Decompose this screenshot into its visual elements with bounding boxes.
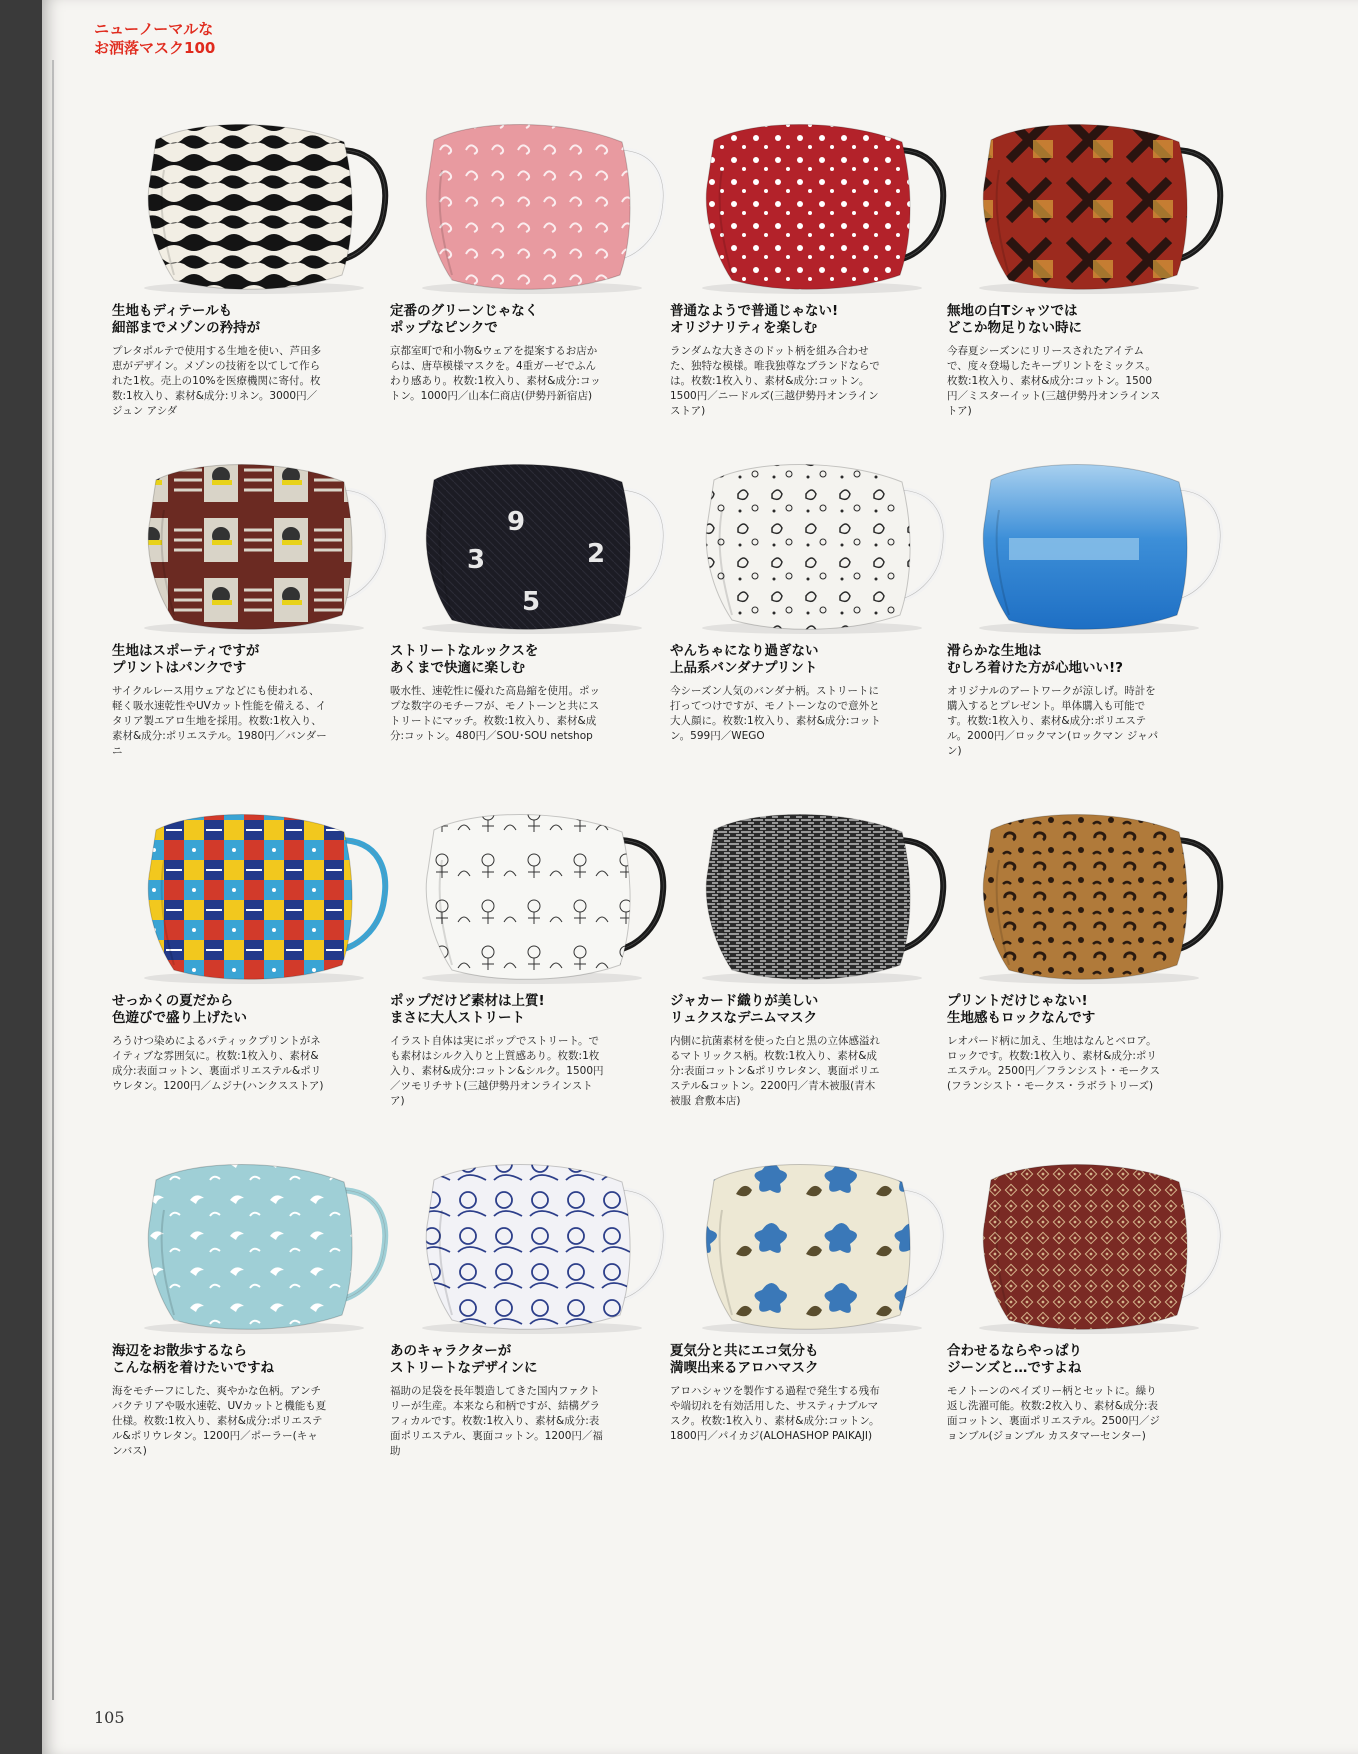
mask-title-line-2: ジーンズと…ですよね [947, 1360, 1082, 1376]
svg-text:9: 9 [507, 507, 526, 537]
mask-photo [662, 450, 962, 635]
mask-item [104, 1150, 404, 1459]
mask-title [112, 993, 404, 1027]
mask-item [382, 450, 682, 744]
mask-title [947, 993, 1239, 1027]
mask-description: 今シーズン人気のバンダナ柄。ストリートに打ってつけですが、モノトーンなので意外と大人顔に。枚数:1枚入り、素材&成分:コットン。599円／WEGO [670, 685, 881, 742]
section-header [94, 20, 215, 58]
mask-photo [939, 110, 1239, 295]
mask-title-line-2: ポップなピンクで [390, 320, 498, 336]
svg-text:5: 5 [522, 587, 541, 617]
mask-item [939, 110, 1239, 419]
mask-item [662, 110, 962, 419]
mask-description: ランダムな大きさのドット柄を組み合わせた、独特な模様。唯我独尊なブランドならでは。枚数:1枚入り、素材&成分:コットン。1500円／ニードルズ(三越伊勢丹オンラインストア) [670, 345, 880, 417]
mask-title-line-2: プリントはパンクです [112, 660, 247, 676]
mask-title-line-2: こんな柄を着けたいですね [112, 1360, 274, 1376]
mask-title-line-2: 色遊びで盛り上げたい [112, 1010, 247, 1026]
mask-title-line-2: 満喫出来るアロハマスク [670, 1360, 819, 1376]
mask-photo [382, 450, 682, 635]
mask-photo [104, 800, 404, 985]
mask-description: プレタポルテで使用する生地を使い、芦田多恵がデザイン。メゾンの技術を以てして作られた1枚。売上の10%を医療機関に寄付。枚数:1枚入り、素材&成分:リネン。3000円／ジュン アシダ [112, 345, 322, 417]
mask-photo [939, 450, 1239, 635]
mask-description: イラスト自体は実にポップでストリート。でも素材はシルク入りと上質感あり。枚数:1枚入り、素材&成分:コットン&シルク。1500円／ツモリチサト(三越伊勢丹オンラインストア) [390, 1035, 604, 1107]
mask-description: オリジナルのアートワークが涼しげ。時計を購入するとプレゼント。単体購入も可能です。枚数:1枚入り、素材&成分:ポリエステル。2000円／ロックマン(ロックマン ジャパン) [947, 685, 1159, 757]
mask-item [104, 450, 404, 759]
mask-title-line-2: まさに大人ストリート [390, 1010, 525, 1026]
mask-title [670, 993, 962, 1027]
mask-photo [939, 1150, 1239, 1335]
mask-item [662, 800, 962, 1109]
mask-title [947, 643, 1239, 677]
mask-title [390, 303, 682, 337]
page-number: 105 [94, 1708, 125, 1727]
mask-title-line-1: 無地の白Tシャツでは [947, 303, 1078, 319]
mask-title [947, 303, 1239, 337]
mask-photo [382, 110, 682, 295]
mask-title-line-2: どこか物足りない時に [947, 320, 1082, 336]
mask-title [947, 1343, 1239, 1377]
mask-description: モノトーンのペイズリー柄とセットに。繰り返し洗濯可能。枚数:2枚入り、素材&成分:表面コットン、裏面ポリエステル。2500円／ジョンブル(ジョンブル カスタマーセンター) [947, 1385, 1160, 1442]
mask-description: ろうけつ染めによるバティックプリントがネイティブな雰囲気に。枚数:1枚入り、素材&成分:表面コットン、裏面ポリエステル&ポリウレタン。1200円／ムジナ(ハンクスストア) [112, 1035, 324, 1092]
mask-photo [662, 110, 962, 295]
mask-title-line-2: ストリートなデザインに [390, 1360, 538, 1376]
mask-title [390, 993, 682, 1027]
mask-title-line-2: オリジナリティを楽しむ [670, 320, 818, 336]
mask-title-line-1: 夏気分と共にエコ気分も [670, 1343, 819, 1359]
mask-item [939, 800, 1239, 1094]
mask-title-line-1: 生地もディテールも [112, 303, 233, 319]
mask-description: 京都室町で和小物&ウェアを提案するお店からは、唐草模様マスクを。4重ガーゼでふんわり感あり。枚数:1枚入り、素材&成分:コットン。1000円／山本仁商店(伊勢丹新宿店) [390, 345, 601, 402]
mask-photo [382, 1150, 682, 1335]
mask-title-line-2: リュクスなデニムマスク [670, 1010, 818, 1026]
magazine-page [42, 0, 1358, 1754]
mask-title-line-1: 滑らかな生地は [947, 643, 1042, 659]
svg-text:3: 3 [467, 545, 486, 575]
svg-text:2: 2 [587, 539, 606, 569]
mask-description: 吸水性、速乾性に優れた高島縮を使用。ポップな数字のモチーフが、モノトーンと共にストリートにマッチ。枚数:1枚入り、素材&成分:コットン。480円／SOU･SOU netshop [390, 685, 600, 742]
mask-title-line-1: プリントだけじゃない! [947, 993, 1088, 1009]
mask-item [382, 110, 682, 404]
mask-photo [662, 1150, 962, 1335]
mask-title [390, 643, 682, 677]
mask-photo [104, 1150, 404, 1335]
mask-photo [104, 110, 404, 295]
mask-title-line-1: 普通なようで普通じゃない! [670, 303, 839, 319]
mask-description: レオパード柄に加え、生地はなんとベロア。ロックです。枚数:1枚入り、素材&成分:ポリエステル。2500円／フランシスト・モークス(フランシスト・モークス・ラボラトリーズ) [947, 1035, 1161, 1092]
mask-title-line-1: やんちゃになり過ぎない [670, 643, 819, 659]
page-gutter [52, 60, 54, 1700]
mask-title [670, 303, 962, 337]
mask-title [112, 1343, 404, 1377]
mask-description: サイクルレース用ウェアなどにも使われる、軽く吸水速乾性やUVカット性能を備える、イタリア製エアロ生地を採用。枚数:1枚入り、素材&成分:ポリエステル。1980円／バンダーニ [112, 685, 327, 757]
mask-title-line-1: 定番のグリーンじゃなく [390, 303, 539, 319]
mask-description: アロハシャツを製作する過程で発生する残布や端切れを有効活用した、サスティナブルマスク。枚数:1枚入り、素材&成分:コットン。1800円／パイカジ(ALOHASHOP PAIKAJI) [670, 1385, 880, 1442]
mask-title [670, 643, 962, 677]
mask-item [939, 1150, 1239, 1444]
mask-item [662, 1150, 962, 1444]
mask-title-line-2: 上品系バンダナプリント [670, 660, 818, 676]
mask-title-line-1: ポップだけど素材は上質! [390, 993, 545, 1009]
mask-title-line-2: 細部までメゾンの矜持が [112, 320, 261, 336]
mask-item [382, 1150, 682, 1459]
mask-title-line-1: あのキャラクターが [390, 1343, 512, 1359]
mask-title-line-1: ジャカード織りが美しい [670, 993, 819, 1009]
mask-description: 今春夏シーズンにリリースされたアイテムで、度々登場したキープリントをミックス。枚数:1枚入り、素材&成分:コットン。1500円／ミスターイット(三越伊勢丹オンラインストア) [947, 345, 1161, 417]
mask-description: 内側に抗菌素材を使った白と黒の立体感溢れるマトリックス柄。枚数:1枚入り、素材&成分:表面コットン&ポリウレタン、裏面ポリエステル&コットン。2200円／青木被服(青木被服 倉敷本店) [670, 1035, 880, 1107]
mask-title-line-1: 海辺をお散歩するなら [112, 1343, 247, 1359]
mask-title-line-1: せっかくの夏だから [112, 993, 234, 1009]
mask-title [390, 1343, 682, 1377]
header-line-2: お洒落マスク100 [94, 39, 216, 57]
mask-photo [939, 800, 1239, 985]
mask-photo [104, 450, 404, 635]
mask-title-line-1: 生地はスポーティですが [112, 643, 260, 659]
mask-description: 福助の足袋を長年製造してきた国内ファクトリーが生産。本来なら和柄ですが、結構グラフィカルです。枚数:1枚入り、素材&成分:表面ポリエステル、裏面コットン。1200円／福助 [390, 1385, 603, 1457]
mask-title [670, 1343, 962, 1377]
mask-title [112, 643, 404, 677]
mask-photo [382, 800, 682, 985]
mask-title-line-2: あくまで快適に楽しむ [390, 660, 525, 676]
mask-item [104, 800, 404, 1094]
mask-photo [662, 800, 962, 985]
mask-title [112, 303, 404, 337]
mask-title-line-2: むしろ着けた方が心地いい!? [947, 660, 1123, 676]
mask-title-line-1: 合わせるならやっぱり [947, 1343, 1082, 1359]
mask-item [939, 450, 1239, 759]
mask-description: 海をモチーフにした、爽やかな色柄。アンチバクテリアや吸水速乾、UVカットと機能も夏仕様。枚数:1枚入り、素材&成分:ポリエステル&ポリウレタン。1200円／ポーラー(キャンバス) [112, 1385, 327, 1457]
mask-title-line-2: 生地感もロックなんです [947, 1010, 1096, 1026]
mask-item [382, 800, 682, 1109]
mask-item [662, 450, 962, 744]
mask-title-line-1: ストリートなルックスを [390, 643, 539, 659]
header-line-1: ニューノーマルな [94, 20, 214, 38]
mask-item [104, 110, 404, 419]
